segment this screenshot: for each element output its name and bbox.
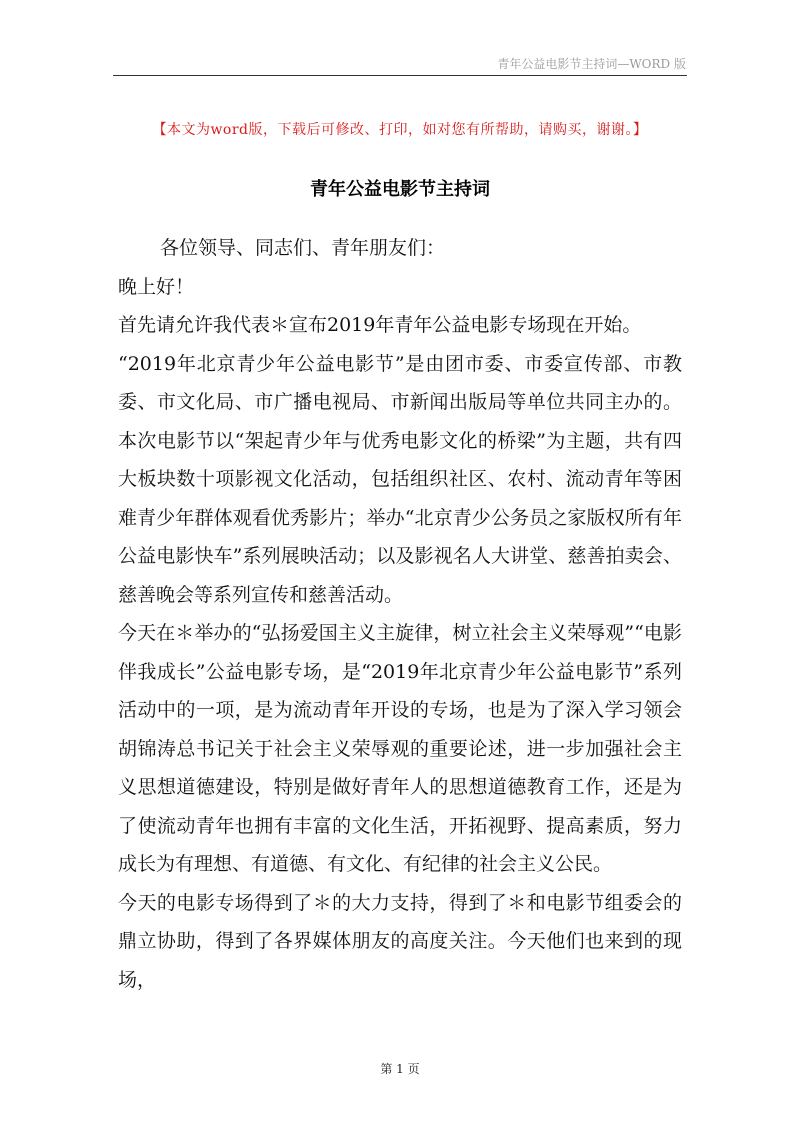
paragraph-salutation: 晚上好！ bbox=[118, 275, 195, 298]
page-number: 第 1 页 bbox=[380, 1062, 420, 1076]
purchase-notice: 【本文为word版，下载后可修改、打印，如对您有所帮助，请购买，谢谢。】 bbox=[152, 122, 648, 138]
paragraph-greeting: 各位领导、同志们、青年朋友们： bbox=[160, 237, 446, 259]
header-divider bbox=[113, 75, 687, 76]
paragraph-special-screening: 今天在＊举办的“弘扬爱国主义主旋律，树立社会主义荣辱观”“电影伴我成长”公益电影专场，是“2019年北京青少年公益电影节”系列活动中的一项，是为流动青年开设的专场，也是为了深入学习领会胡锦涛总书记关于社会主义荣辱观的重要论述，进一步加强社会主义思想道德建设，特别是做好青年人的思想道德教育工作，还是为了使流动青年也拥有丰富的文化生活，开拓视野、提高素质，努力成长为有理想、有道德、有文化、有纪律的社会主义公民。 bbox=[118, 622, 682, 875]
document-body bbox=[118, 229, 682, 999]
paragraph-opening: 首先请允许我代表＊宣布2019年青年公益电影专场现在开始。 bbox=[118, 314, 642, 336]
paragraph-acknowledgement: 今天的电影专场得到了＊的大力支持，得到了＊和电影节组委会的鼎立协助，得到了各界媒体朋友的高度关注。今天他们也来到的现场， bbox=[118, 891, 682, 991]
paragraph-festival-intro: “2019年北京青少年公益电影节”是由团市委、市委宣传部、市教委、市文化局、市广播电视局、市新闻出版局等单位共同主办的。本次电影节以“架起青少年与优秀电影文化的桥梁”为主题，共有四大板块数十项影视文化活动，包括组织社区、农村、流动青年等困难青少年群体观看优秀影片；举办“北京青少公务员之家版权所有年公益电影快车”系列展映活动；以及影视名人大讲堂、慈善拍卖会、慈善晚会等系列宣传和慈善活动。 bbox=[118, 352, 682, 606]
running-header: 青年公益电影节主持词—WORD 版 bbox=[497, 57, 686, 71]
document-title: 青年公益电影节主持词 bbox=[310, 179, 490, 200]
